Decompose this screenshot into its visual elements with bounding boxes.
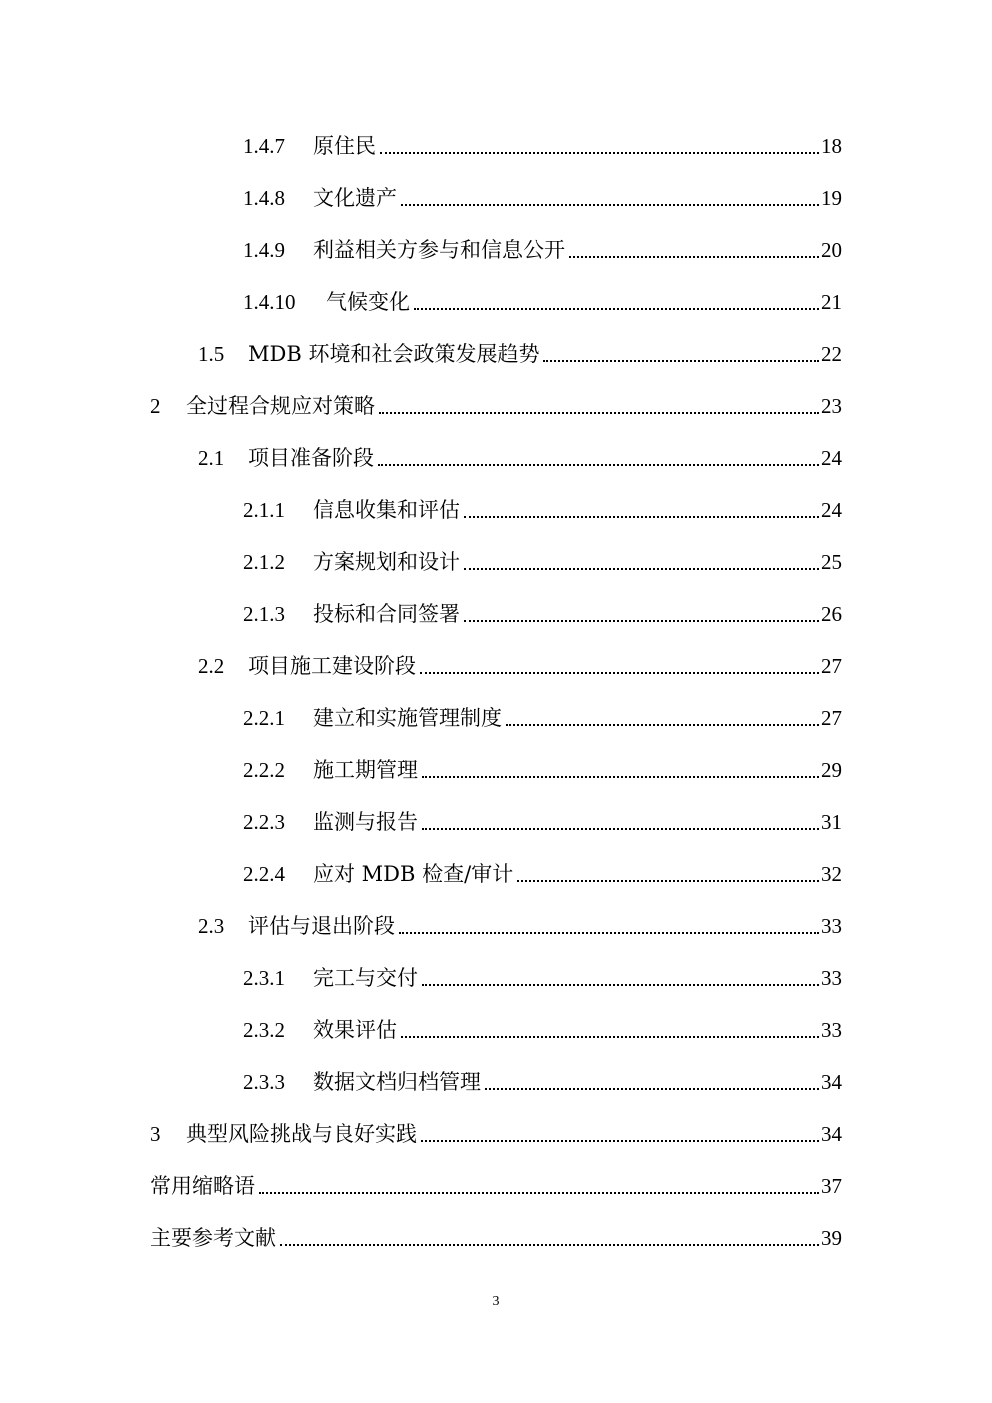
toc-entry[interactable] [243, 858, 842, 890]
toc-entry-number: 1.4.9 [243, 238, 285, 262]
toc-dot-leader [422, 806, 819, 838]
toc-entry[interactable] [243, 494, 842, 526]
toc-entry-title: 项目施工建设阶段 [248, 654, 416, 678]
toc-entry-page: 29 [821, 758, 842, 782]
toc-entry[interactable] [150, 1118, 842, 1150]
toc-entry-title: 施工期管理 [313, 758, 418, 782]
toc-entry-number: 2.2.2 [243, 758, 285, 782]
toc-entry[interactable] [243, 234, 842, 266]
toc-entry-number: 1.5 [198, 342, 225, 366]
toc-entry[interactable] [150, 390, 842, 422]
toc-dot-leader [401, 1014, 819, 1046]
toc-dot-leader [280, 1222, 819, 1254]
toc-dot-leader [464, 494, 819, 526]
toc-entry-page: 24 [821, 446, 842, 470]
toc-entry-page: 31 [821, 810, 842, 834]
toc-entry-title: 投标和合同签署 [313, 602, 460, 626]
toc-entry-page: 37 [821, 1174, 842, 1198]
toc-entry-page: 24 [821, 498, 842, 522]
toc-dot-leader [420, 650, 819, 682]
toc-entry-title: 数据文档归档管理 [313, 1070, 481, 1094]
toc-entry-title: 监测与报告 [313, 810, 418, 834]
toc-entry-title: 信息收集和评估 [313, 498, 460, 522]
toc-entry-title: 项目准备阶段 [248, 446, 374, 470]
toc-entry[interactable] [243, 546, 842, 578]
toc-entry[interactable] [198, 442, 842, 474]
toc-entry-number: 2.3 [198, 914, 225, 938]
toc-entry-title: 文化遗产 [313, 186, 397, 210]
toc-entry-page: 19 [821, 186, 842, 210]
toc-entry-title: 效果评估 [313, 1018, 397, 1042]
toc-dot-leader [464, 598, 819, 630]
toc-entry-title: 利益相关方参与和信息公开 [313, 238, 565, 262]
toc-entry-number: 2.1 [198, 446, 225, 470]
toc-entry-page: 33 [821, 966, 842, 990]
toc-entry-number: 2.3.3 [243, 1070, 285, 1094]
toc-entry-number: 2.2.3 [243, 810, 285, 834]
toc-entry-page: 32 [821, 862, 842, 886]
toc-entry-number: 2 [150, 394, 161, 418]
toc-entry[interactable] [243, 182, 842, 214]
toc-entry-number: 2.3.2 [243, 1018, 285, 1042]
toc-dot-leader [422, 962, 819, 994]
toc-entry-page: 18 [821, 134, 842, 158]
toc-entry-page: 27 [821, 654, 842, 678]
toc-entry-page: 27 [821, 706, 842, 730]
toc-entry-title: 建立和实施管理制度 [313, 706, 502, 730]
toc-entry-title: 气候变化 [326, 290, 410, 314]
toc-entry-number: 1.4.8 [243, 186, 285, 210]
toc-entry[interactable] [243, 598, 842, 630]
toc-dot-leader [380, 130, 819, 162]
toc-entry-title: 典型风险挑战与良好实践 [186, 1122, 417, 1146]
toc-entry[interactable] [243, 1014, 842, 1046]
toc-dot-leader [259, 1170, 819, 1202]
toc-entry-number: 2.1.2 [243, 550, 285, 574]
toc-entry[interactable] [150, 1170, 842, 1202]
toc-entry-number: 2.3.1 [243, 966, 285, 990]
toc-entry-title: 评估与退出阶段 [248, 914, 395, 938]
toc-entry[interactable] [198, 650, 842, 682]
toc-entry[interactable] [243, 286, 842, 318]
toc-entry-number: 2.1.1 [243, 498, 285, 522]
toc-entry[interactable] [243, 754, 842, 786]
toc-entry-number: 1.4.7 [243, 134, 285, 158]
toc-entry-number: 1.4.10 [243, 290, 296, 314]
toc-entry-title: 原住民 [313, 134, 376, 158]
toc-entry-number: 2.2 [198, 654, 225, 678]
toc-dot-leader [414, 286, 819, 318]
toc-entry-number: 2.1.3 [243, 602, 285, 626]
toc-dot-leader [569, 234, 819, 266]
toc-entry-page: 34 [821, 1122, 842, 1146]
toc-dot-leader [485, 1066, 819, 1098]
toc-entry-number: 3 [150, 1122, 161, 1146]
toc-entry[interactable] [198, 338, 842, 370]
toc-entry-number: 2.2.1 [243, 706, 285, 730]
page-number: 3 [492, 1294, 500, 1309]
toc-entry-title: 主要参考文献 [150, 1226, 276, 1250]
toc-dot-leader [378, 442, 819, 474]
toc-entry[interactable] [243, 962, 842, 994]
toc-dot-leader [422, 754, 819, 786]
toc-dot-leader [421, 1118, 819, 1150]
toc-dot-leader [399, 910, 819, 942]
toc-dot-leader [506, 702, 819, 734]
toc-entry[interactable] [198, 910, 842, 942]
toc-entry[interactable] [150, 1222, 842, 1254]
toc-entry-page: 22 [821, 342, 842, 366]
toc-entry-title: 完工与交付 [313, 966, 418, 990]
toc-entry-page: 25 [821, 550, 842, 574]
toc-entry-number: 2.2.4 [243, 862, 285, 886]
toc-entry-page: 21 [821, 290, 842, 314]
toc-entry-page: 33 [821, 1018, 842, 1042]
toc-entry-page: 39 [821, 1226, 842, 1250]
toc-entry-page: 26 [821, 602, 842, 626]
toc-entry-title: MDB 环境和社会政策发展趋势 [248, 342, 540, 366]
toc-entry[interactable] [243, 702, 842, 734]
toc-entry-title: 方案规划和设计 [313, 550, 460, 574]
toc-entry-page: 23 [821, 394, 842, 418]
toc-dot-leader [401, 182, 819, 214]
toc-dot-leader [543, 338, 819, 370]
toc-entry[interactable] [243, 806, 842, 838]
toc-entry[interactable] [243, 1066, 842, 1098]
toc-entry-page: 20 [821, 238, 842, 262]
toc-entry[interactable] [243, 130, 842, 162]
toc-entry-title: 全过程合规应对策略 [186, 394, 375, 418]
toc-entry-page: 34 [821, 1070, 842, 1094]
toc-entry-title: 常用缩略语 [150, 1174, 255, 1198]
toc-dot-leader [517, 858, 819, 890]
toc-dot-leader [379, 390, 819, 422]
toc-dot-leader [464, 546, 819, 578]
toc-entry-page: 33 [821, 914, 842, 938]
toc-entry-title: 应对 MDB 检查/审计 [313, 862, 514, 886]
